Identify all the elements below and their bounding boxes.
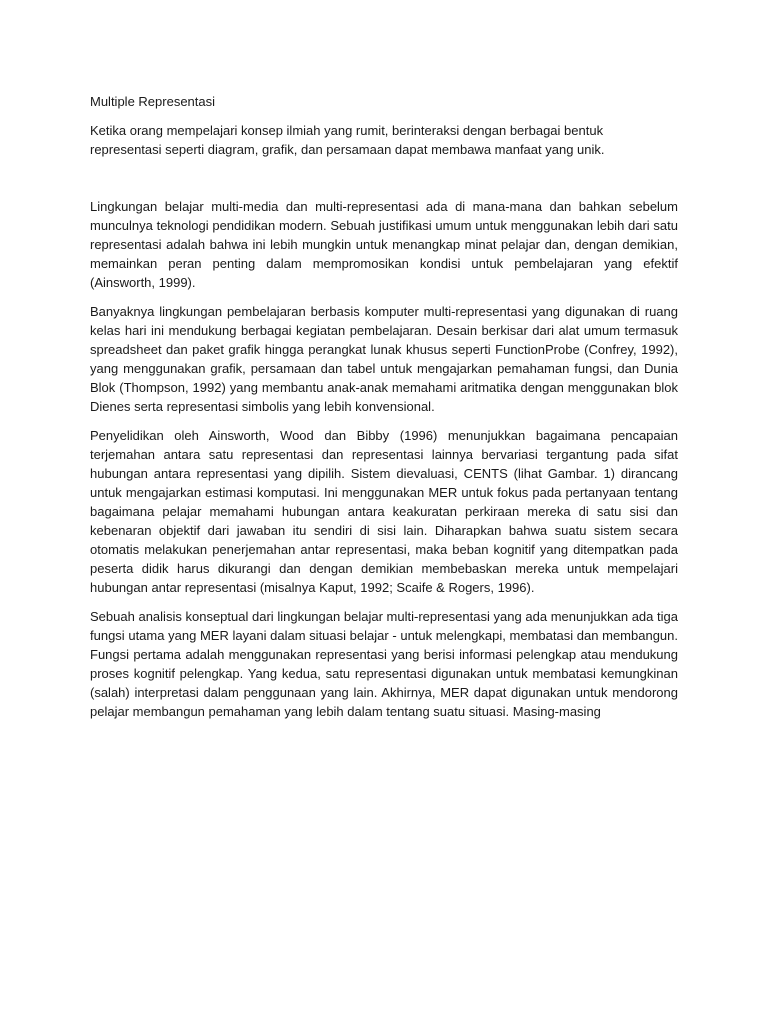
intro-paragraph: Ketika orang mempelajari konsep ilmiah yang rumit, berinteraksi dengan berbagai bentuk representasi seperti diagram, grafik, dan persamaan dapat membawa manfaat yang unik.	[90, 123, 605, 157]
paragraph-2: Banyaknya lingkungan pembelajaran berbasis komputer multi-representasi yang digunakan di ruang kelas hari ini mendukung berbagai kegiatan pembelajaran. Desain berkisar dari alat umum termasuk spreadsheet dan paket grafik hingga perangkat lunak khusus seperti FunctionProbe (Confrey, 1992), yang menggunakan grafik, persamaan dan tabel untuk mengajarkan pemahaman fungsi, dan Dunia Blok (Thompson, 1992) yang membantu anak-anak memahami aritmatika dengan menggunakan blok Dienes serta representasi simbolis yang lebih konvensional.	[90, 304, 678, 414]
paragraph-3: Penyelidikan oleh Ainsworth, Wood dan Bibby (1996) menunjukkan bagaimana pencapaian terjemahan antara satu representasi dan representasi lainnya bervariasi tergantung pada sifat hubungan antara representasi yang dipilih. Sistem dievaluasi, CENTS (lihat Gambar. 1) dirancang untuk mengajarkan estimasi komputasi. Ini menggunakan MER untuk fokus pada pertanyaan tentang bagaimana pelajar memahami hubungan antara keakuratan perkiraan mereka di satu sisi dan kebenaran objektif dari jawaban itu sendiri di sisi lain. Diharapkan bahwa suatu sistem secara otomatis melakukan penerjemahan antar representasi, maka beban kognitif yang ditempatkan pada peserta didik harus dikurangi dan dengan demikian membebaskan mereka untuk mempelajari hubungan antar representasi (misalnya Kaput, 1992; Scaife & Rogers, 1996).	[90, 428, 678, 595]
document-body	[90, 92, 678, 731]
document-title: Multiple Representasi	[90, 94, 216, 109]
paragraph-1: Lingkungan belajar multi-media dan multi-representasi ada di mana-mana dan bahkan sebelum munculnya teknologi pendidikan modern. Sebuah justifikasi umum untuk menggunakan lebih dari satu representasi adalah bahwa ini lebih mungkin untuk menangkap minat pelajar dan, dengan demikian, memainkan peran penting dalam mempromosikan kondisi untuk pembelajaran yang efektif (Ainsworth, 1999).	[90, 199, 678, 290]
paragraph-4: Sebuah analisis konseptual dari lingkungan belajar multi-representasi yang ada menunjukkan ada tiga fungsi utama yang MER layani dalam situasi belajar - untuk melengkapi, membatasi dan membangun. Fungsi pertama adalah menggunakan representasi yang berisi informasi pelengkap atau mendukung proses kognitif pelengkap. Yang kedua, satu representasi digunakan untuk membatasi kemungkinan (salah) interpretasi dalam penggunaan yang lain. Akhirnya, MER dapat digunakan untuk mendorong pelajar membangun pemahaman yang lebih dalam tentang suatu situasi. Masing-masing	[90, 609, 678, 719]
